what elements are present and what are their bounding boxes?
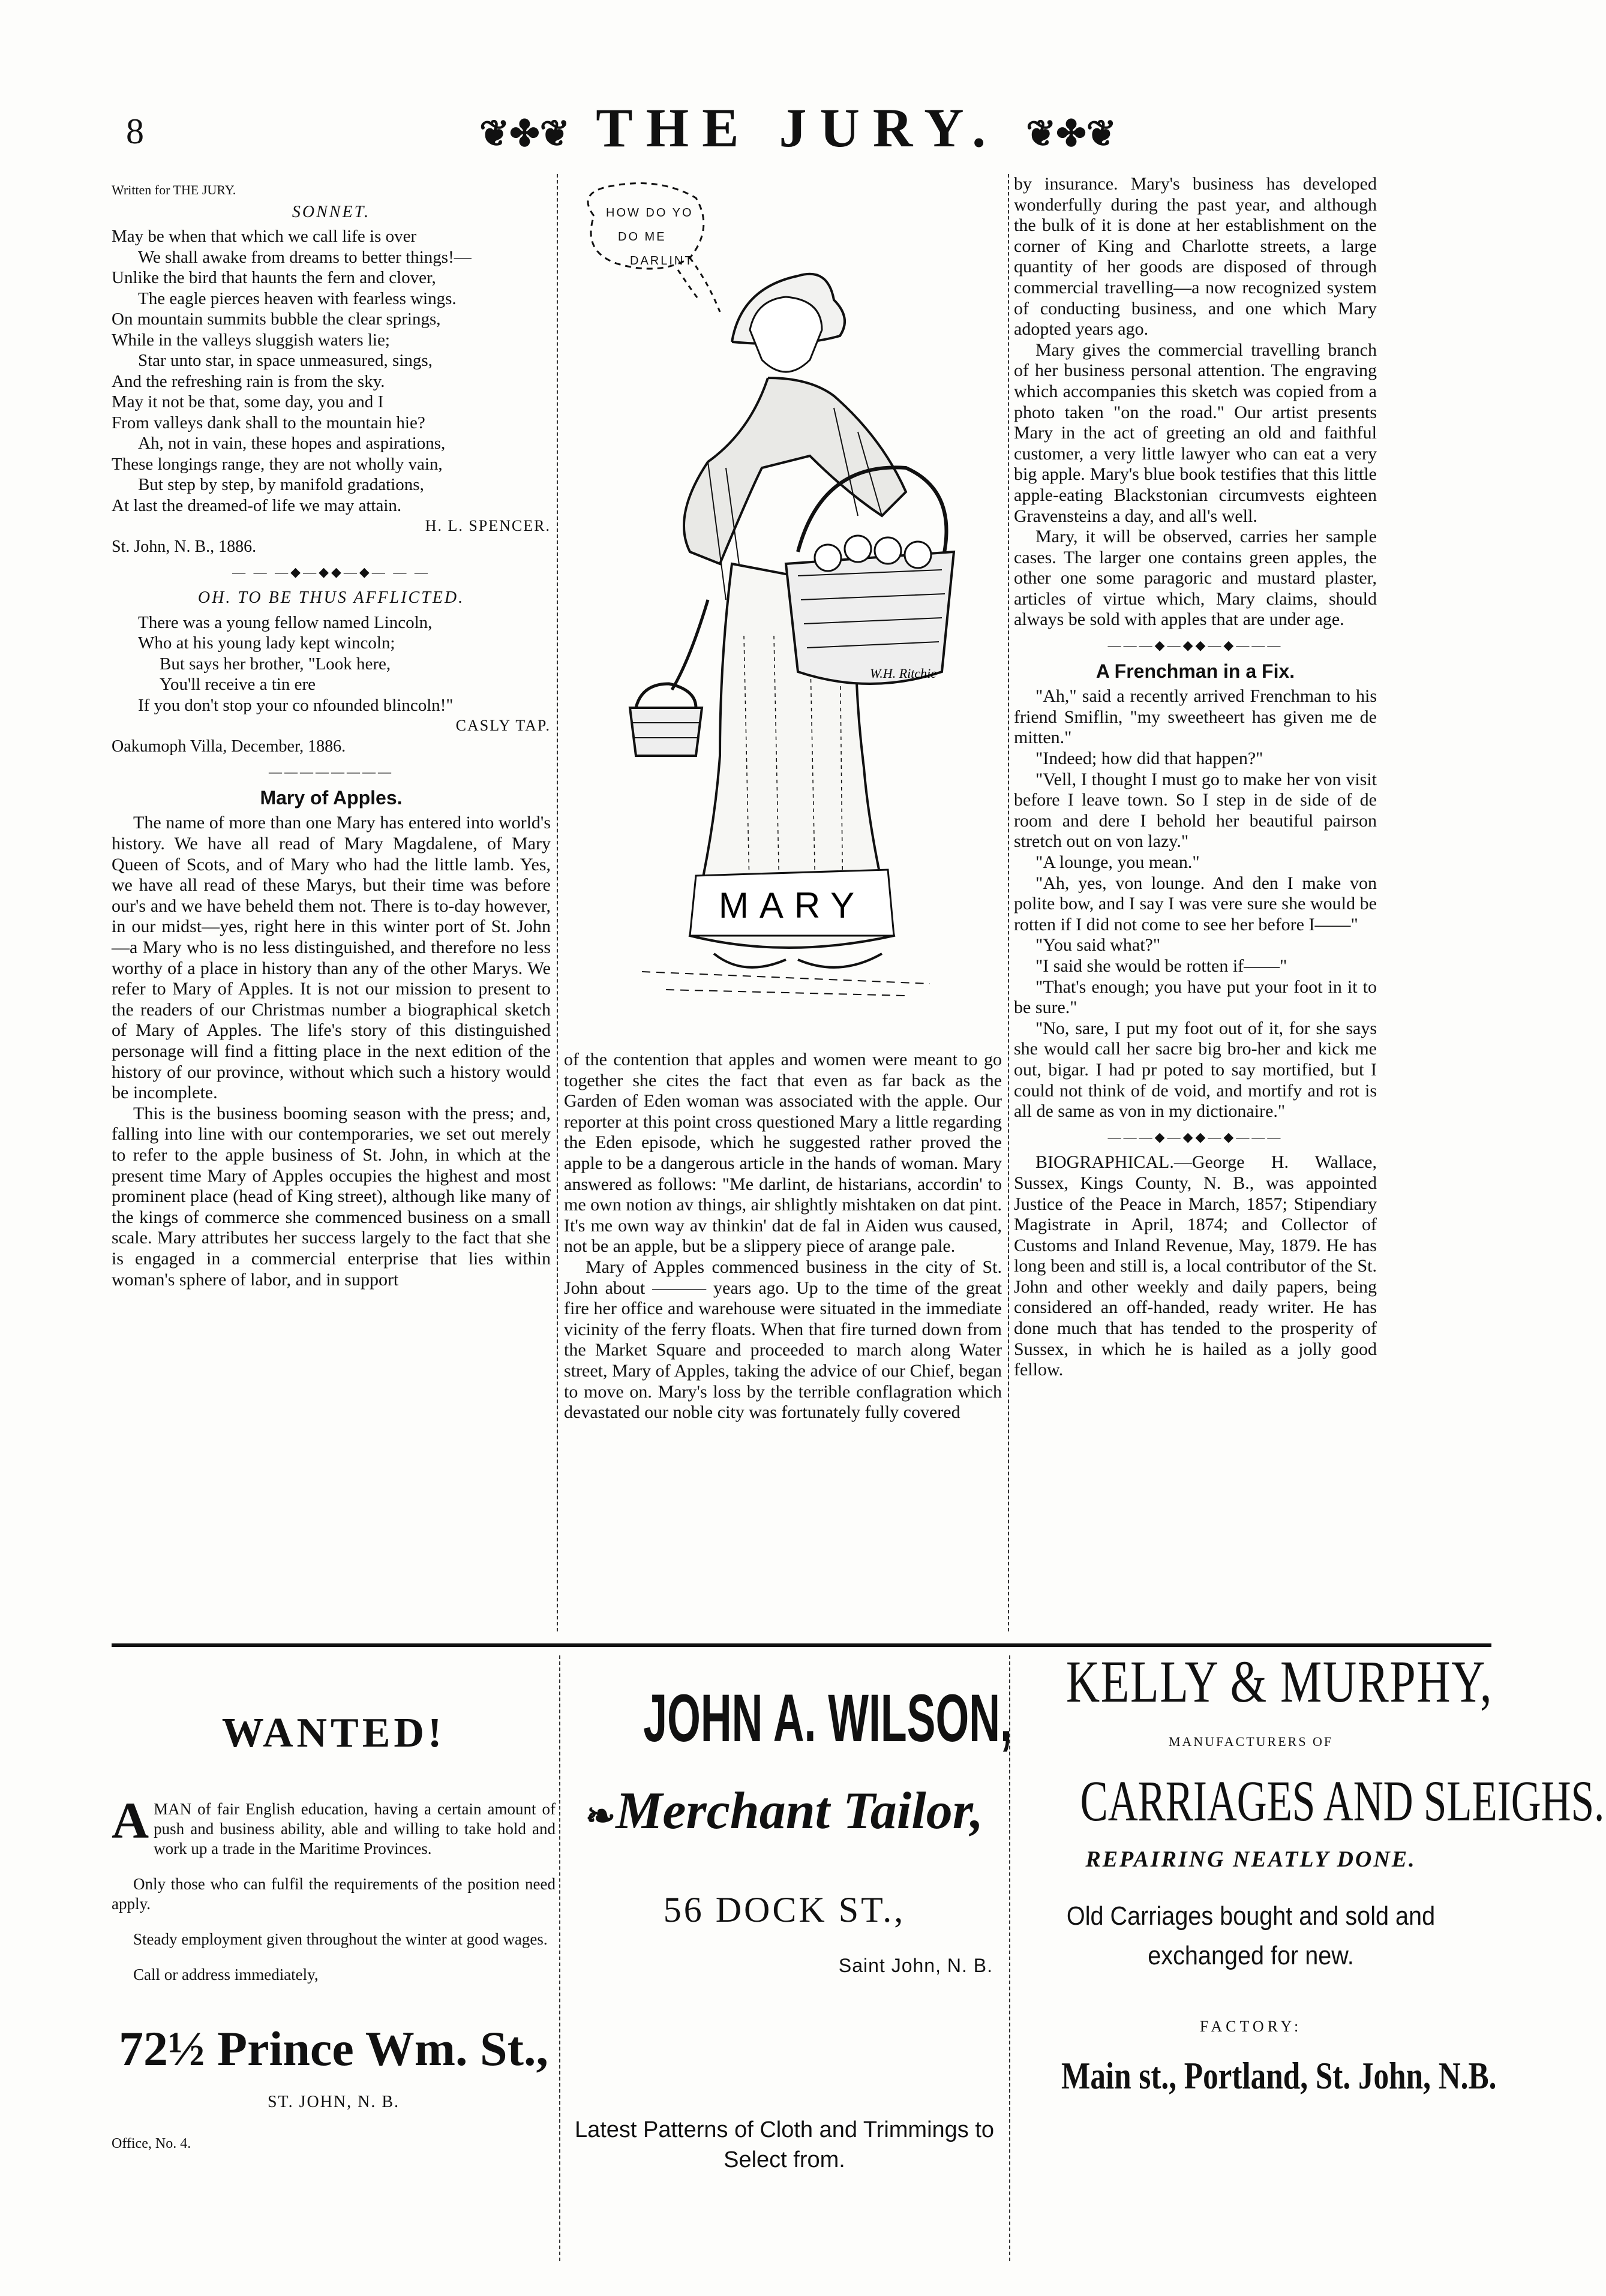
sonnet-poem	[112, 226, 551, 516]
wanted-address: 72½ Prince Wm. St.,	[119, 2021, 548, 2076]
article-paragraph: This is the business booming season with the press; and, falling into line with our contemporaries, we set out merely to refer to the apple business of St. John, in which at the present time Mary of Apples occupies the highest and most prominent place (head of King street), although like many of the kings of commerce she commenced business on a small scale. Mary attributes her success largely to the fact that she is engaged in a commercial enterprise that lies within woman's sphere of labor, and in support	[112, 1103, 551, 1290]
column-rule-2	[1008, 174, 1009, 1631]
speech-line: DARLINT	[630, 254, 694, 268]
separator: ———◆—◆◆—◆———	[1107, 638, 1283, 653]
story-paragraph: "Ah," said a recently arrived Frenchman to his friend Smiflin, "my sweetheert has given me de mitten."	[1014, 686, 1377, 748]
wanted-paragraph: Call or address immediately,	[133, 1966, 319, 1984]
story-paragraph: "Vell, I thought I must go to make her von visit before I leave town. So I step in de side of de room and dere I behold her beautiful pairson stretch out on von lazy."	[1014, 769, 1377, 852]
poem-line: May it not be that, some day, you and I	[112, 392, 384, 412]
limerick-author: CASLY TAP.	[455, 717, 551, 735]
wanted-ad	[112, 1655, 556, 2152]
wanted-headline: WANTED!	[221, 1710, 446, 1756]
wilson-address: 56 DOCK ST.,	[663, 1890, 906, 1930]
mary-article-title: Mary of Apples.	[260, 786, 403, 809]
kelly-repairing: REPAIRING NEATLY DONE.	[1085, 1847, 1416, 1872]
poem-line: Star unto star, in space unmeasured, sings,	[138, 351, 433, 371]
article-paragraph: Mary, it will be observed, carries her sample cases. The larger one contains green apples, the other one some paragoric and mustard plaster, articles of virtue which, Mary claims, should always be sold with apples that are under age.	[1014, 527, 1377, 630]
poem-line: There was a young fellow named Lincoln,	[138, 612, 433, 632]
flourish-icon: ❧	[585, 1796, 616, 1836]
masthead	[444, 96, 1152, 160]
poem-line: May be when that which we call life is over	[112, 227, 417, 247]
limerick-title: OH. TO BE THUS AFFLICTED.	[197, 588, 465, 607]
story-paragraph: "That's enough; you have put your foot in it to be sure."	[1014, 976, 1377, 1018]
limerick-poem	[112, 612, 551, 716]
poem-line: From valleys dank shall to the mountain hie?	[112, 413, 425, 432]
frenchman-title: A Frenchman in a Fix.	[1095, 660, 1295, 682]
kelly-murphy-ad	[1014, 1648, 1605, 2098]
poem-line: These longings range, they are not wholly vain,	[112, 454, 443, 474]
kelly-name: KELLY & MURPHY,	[1065, 1648, 1493, 1715]
wanted-paragraph: Steady employment given throughout the winter at good wages.	[133, 1930, 548, 1948]
kelly-subtitle: MANUFACTURERS OF	[1168, 1734, 1334, 1749]
masthead-title: THE JURY.	[596, 97, 999, 158]
article-paragraph: by insurance. Mary's business has developed wonderfully during the past year, and although the bulk of it is done at her establishment on the corner of King and Charlotte streets, a large quantity of her goods are disposed of through commercial travelling—a now recognized system of conducting business, and one which Mary adopted years ago.	[1014, 174, 1377, 339]
mary-of-apples-illustration	[570, 180, 978, 1032]
story-paragraph: "No, sare, I put my foot out of it, for she says she would call her sacre big bro-her and kick me out, bigar. I had pr poted to say mortified, but I could not think of de void, and mortify and rot is all de same as von in my dictionaire."	[1014, 1018, 1377, 1122]
biographical-label: BIOGRAPHICAL.	[1035, 1152, 1174, 1173]
wilson-name: JOHN A. WILSON,	[643, 1681, 1012, 1756]
wanted-paragraph: MAN of fair English education, having a certain amount of push and business ability, able and willing to take hold and work up a trade in the Maritime Provinces.	[154, 1800, 556, 1858]
story-paragraph: "Indeed; how did that happen?"	[1035, 749, 1263, 769]
sonnet-author: H. L. SPENCER.	[425, 517, 551, 535]
poem-line: You'll receive a tin ere	[160, 675, 316, 695]
wanted-paragraph: Only those who can fulfil the requirements of the position need apply.	[112, 1875, 556, 1913]
kelly-note: Old Carriages bought and sold and exchanged for new.	[1066, 1901, 1436, 1970]
poem-line: On mountain summits bubble the clear springs,	[112, 309, 441, 329]
separator: ————————	[269, 764, 394, 780]
speech-line: HOW DO YO	[606, 206, 694, 220]
story-paragraph: "A lounge, you mean."	[1035, 852, 1200, 872]
basket-signature: W.H. Ritchie	[870, 666, 936, 681]
poem-line: While in the valleys sluggish waters lie;	[112, 330, 390, 350]
kelly-address: Main st., Portland, St. John, N.B.	[1061, 2054, 1497, 2097]
left-ornament-icon: ❦✤❦	[479, 113, 570, 154]
poem-line: If you don't stop your co nfounded blincoln!"	[138, 695, 454, 715]
ad-rule-1	[559, 1655, 560, 2261]
story-paragraph: "Ah, yes, von lounge. And den I make von polite bow, and I say I was vere sure she would be rotten if I did not come to see her before I——"	[1014, 873, 1377, 934]
poem-line: We shall awake from dreams to better things!—	[138, 247, 472, 267]
apron-label: MARY	[718, 885, 866, 925]
wilson-note: Latest Patterns of Cloth and Trimmings to Select from.	[574, 2117, 995, 2172]
column-1	[112, 180, 551, 1290]
wilson-ad	[564, 1655, 1012, 2175]
story-paragraph: "I said she would be rotten if——"	[1035, 955, 1287, 976]
poem-line: But step by step, by manifold gradations,	[138, 475, 424, 495]
wilson-trade-line	[564, 1781, 1005, 1841]
wanted-office: Office, No. 4.	[112, 2136, 191, 2151]
separator: ———◆—◆◆—◆———	[1107, 1129, 1283, 1144]
column-2	[564, 1050, 1002, 1423]
article-paragraph: of the contention that apples and women were meant to go together she cites the fact that even as far back as the Garden of Eden woman was associated with the apple. Our reporter at this point cross questioned Mary a little regarding the Eden episode, which he suggested rather proved the apple to be a dangerous article in the hands of woman. Mary answered as follows: "Me darlint, de histarians, accordin' to me own notion av things, air shlightly mishtaken on dat pint. It's me own way av thinkin' dat de fal in Aiden wus caused, not be an apple, but be a slippery piece of arange pale.	[564, 1050, 1002, 1257]
article-paragraph: Mary of Apples commenced business in the city of St. John about ——— years ago. Up to the time of the great fire her office and warehouse were situated in the immediate vicinity of the ferry floats. When that fire turned down from the Market Square and proceeded to march along Water street, Mary of Apples, taking the advice of our Chief, began to move on. Mary's loss by the terrible conflagration which devastated our noble city was fortunately fully covered	[564, 1257, 1002, 1423]
speech-bubble	[606, 201, 694, 273]
poem-line: Who at his young lady kept wincoln;	[138, 633, 395, 653]
wanted-city: ST. JOHN, N. B.	[267, 2093, 400, 2111]
poem-line: Ah, not in vain, these hopes and aspirations,	[138, 434, 446, 453]
poem-line: The eagle pierces heaven with fearless wings.	[138, 288, 457, 308]
wilson-trade: Merchant Tailor,	[616, 1782, 984, 1840]
biographical-text: —George H. Wallace, Sussex, Kings County, N. B., was appointed Justice of the Peace in March, 1857; Stipendiary Magistrate in April, 1874; and Collector of Customs and Inland Revenue, May, 1879. He has long been and still is, a local contributor of the St. John and other weekly and daily papers, being considered an off-handed, ready writer. He has done much that has tended to the prosperity of Sussex, in which he is hailed as a jolly good fellow.	[1014, 1152, 1377, 1380]
column-rule-1	[557, 174, 558, 1631]
article-paragraph: Mary gives the commercial travelling branch of her business personal attention. The engraving which accompanies this sketch was copied from a photo taken "on the road." Our artist presents Mary in the act of greeting an old and faithful customer, a very little lawyer who can eat a very big apple. Mary's blue book testifies that this little apple-eating Blackstonian circumvests eighteen Gravensteins a day, and all's well.	[1014, 339, 1377, 526]
right-ornament-icon: ❦✤❦	[1026, 113, 1116, 154]
separator: — — —◆—◆◆—◆— — —	[232, 564, 430, 580]
poem-line: Unlike the bird that haunts the fern and clover,	[112, 268, 436, 288]
poem-line: And the refreshing rain is from the sky.	[112, 371, 385, 391]
column-3	[1014, 174, 1377, 1381]
poem-line: At last the dreamed-of life we may attain.	[112, 495, 402, 515]
wanted-dropcap: A	[112, 1792, 149, 1849]
sonnet-credit: Written for THE JURY.	[112, 182, 236, 197]
speech-line: DO ME	[618, 230, 667, 244]
story-paragraph: "You said what?"	[1035, 935, 1161, 955]
poem-line: But says her brother, "Look here,	[160, 654, 391, 674]
kelly-trade: CARRIAGES AND SLEIGHS.	[1080, 1769, 1605, 1833]
sonnet-title: SONNET.	[292, 202, 371, 221]
page-number: 8	[126, 112, 144, 151]
wanted-body	[112, 1792, 556, 1985]
biographical-paragraph	[1014, 1152, 1377, 1381]
wilson-city: Saint John, N. B.	[838, 1955, 993, 1976]
article-paragraph: The name of more than one Mary has entered into world's history. We have all read of Mary Magdalene, of Mary Queen of Scots, and of Mary who had the little lamb. Yes, we have all read of these Marys, but their time was before our's and we have beheld them not. There is to-day however, in our midst—yes, right here in this winter port of St. John—a Mary who is no less distinguished, and therefore no less worthy of a place in history than any of the other Marys. We refer to Mary of Apples. It is not our mission to present to the readers of our Christmas number a biographical sketch of Mary of Apples. The life's story of this distinguished personage will find a fitting place in the next edition of the history of our province, without which such a history would be incomplete.	[112, 813, 551, 1103]
kelly-factory-label: FACTORY:	[1199, 2018, 1302, 2035]
limerick-place-date: Oakumoph Villa, December, 1886.	[112, 737, 346, 756]
sonnet-place-date: St. John, N. B., 1886.	[112, 537, 257, 556]
